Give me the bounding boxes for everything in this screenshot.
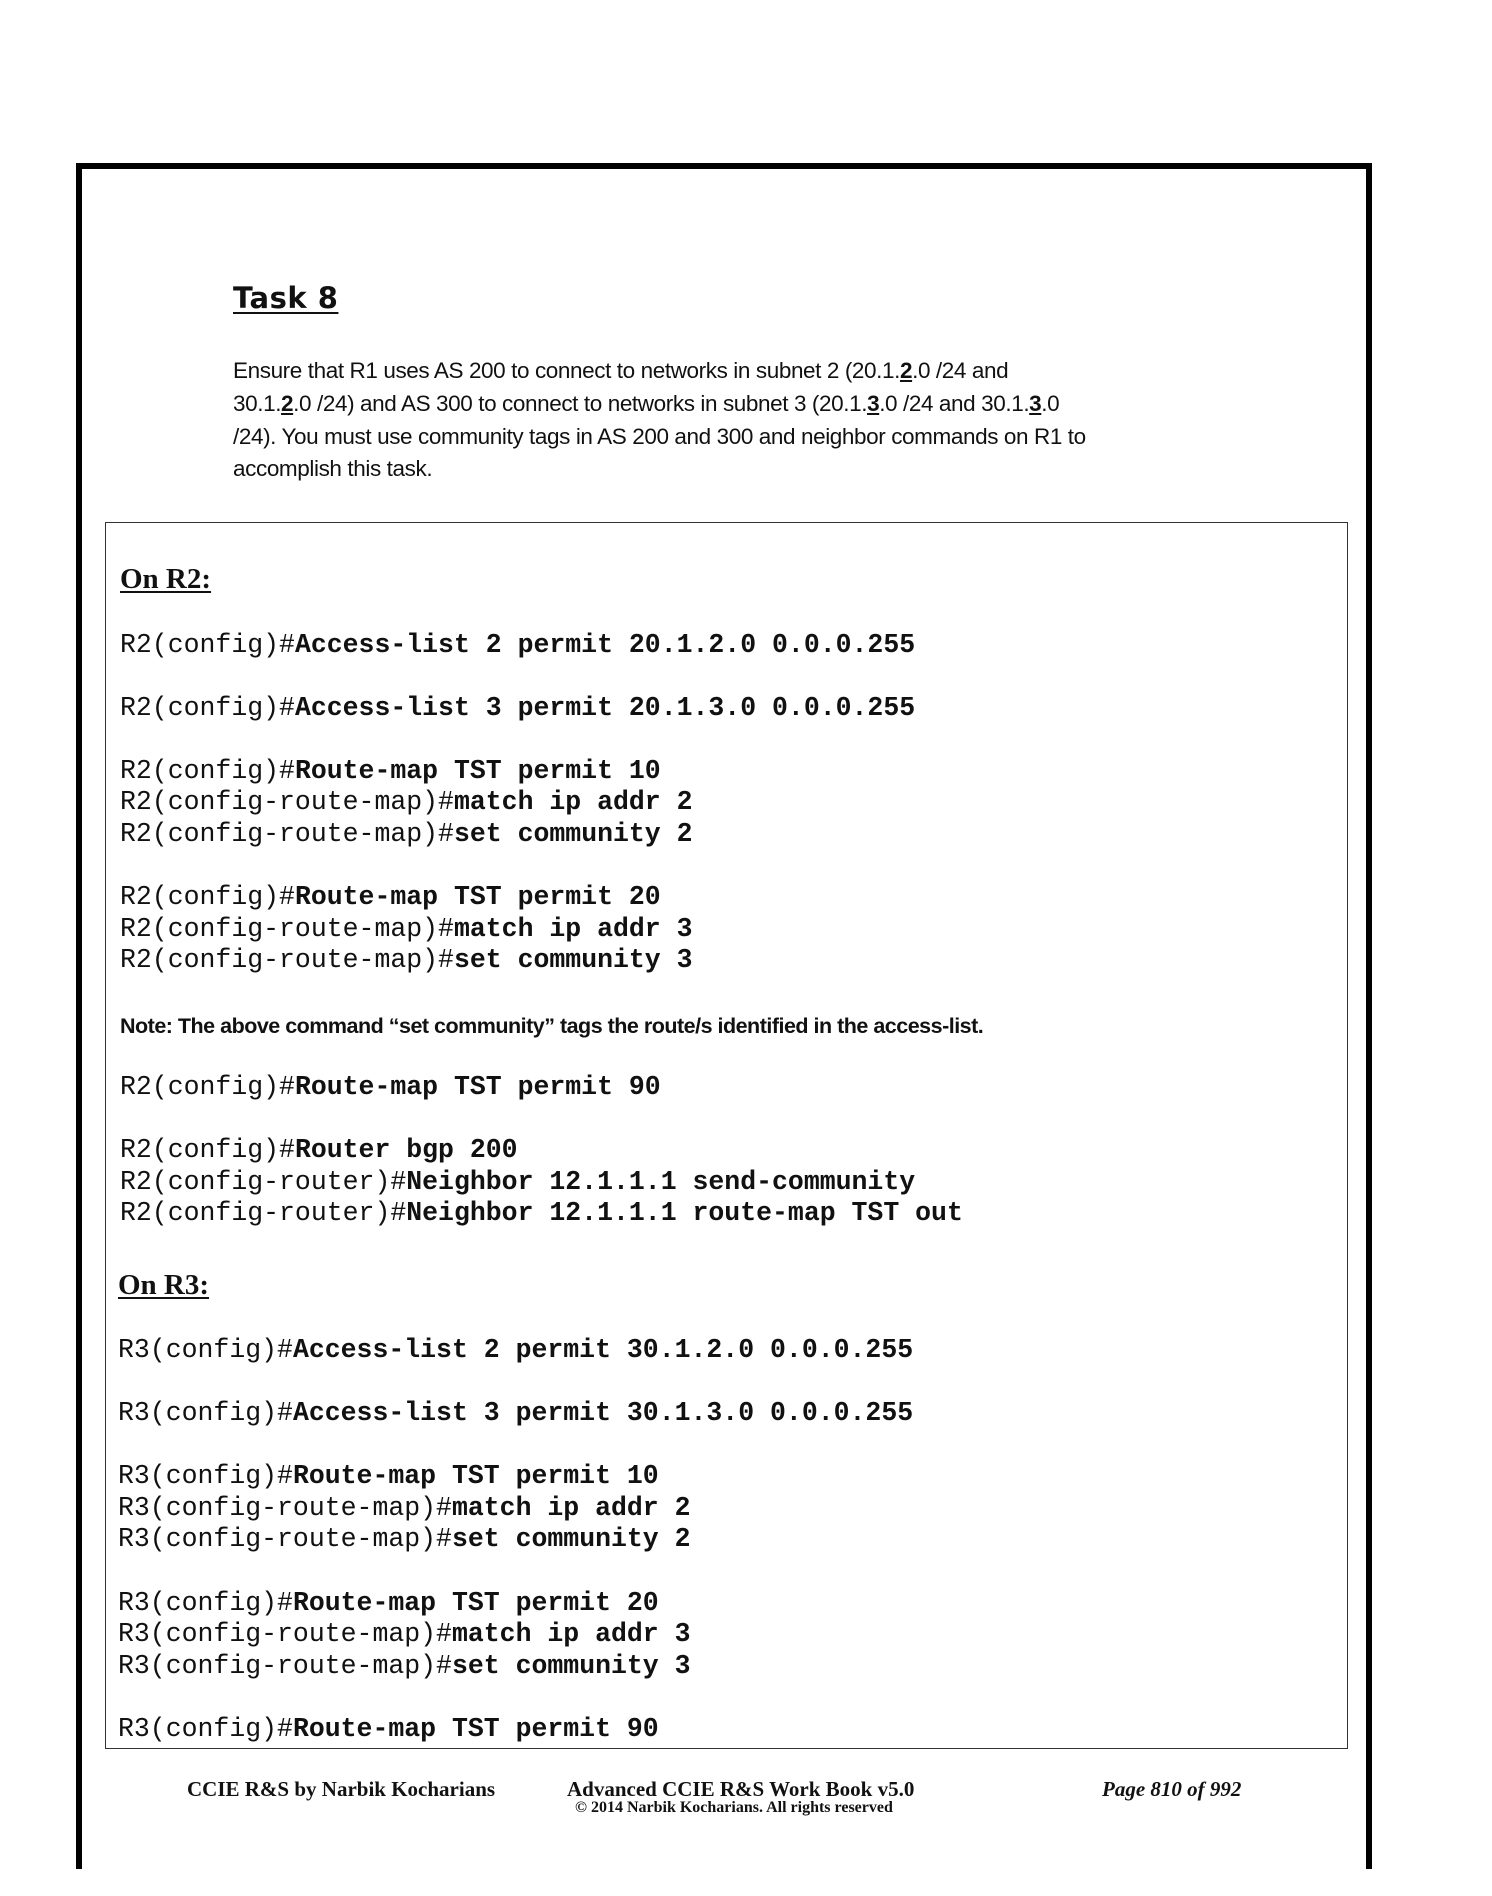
code-prompt: R2(config)# [120, 693, 295, 723]
code-prompt: R2(config)# [120, 1135, 295, 1165]
code-command: match ip addr 2 [451, 1493, 691, 1523]
code-line [120, 1169, 915, 1196]
code-prompt: R2(config-route-map)# [120, 945, 454, 975]
code-line [118, 1590, 659, 1617]
code-line [118, 1400, 913, 1427]
code-command: Route-map TST permit 20 [294, 882, 661, 912]
task-description-line [233, 393, 1059, 416]
task-title: Task 8 [233, 281, 339, 315]
code-command: match ip addr 3 [453, 914, 693, 944]
code-line [118, 1495, 691, 1522]
code-line [118, 1653, 691, 1680]
text-segment: Ensure that R1 uses AS 200 to connect to networks in subnet 2 (20.1. [233, 358, 900, 383]
code-prompt: R2(config-route-map)# [120, 914, 454, 944]
code-command: Neighbor 12.1.1.1 route-map TST out [406, 1198, 963, 1228]
code-line [120, 1137, 518, 1164]
text-segment: accomplish this task. [233, 456, 433, 481]
code-line [120, 1200, 963, 1227]
text-segment: .0 [1041, 391, 1060, 416]
code-prompt: R3(config-route-map)# [118, 1524, 452, 1554]
code-line [118, 1337, 913, 1364]
footer-author: CCIE R&S by Narbik Kocharians [187, 1777, 496, 1801]
code-line [120, 1074, 661, 1101]
code-command: Neighbor 12.1.1.1 send-community [406, 1167, 916, 1197]
footer-book-title: Advanced CCIE R&S Work Book v5.0 [567, 1777, 915, 1801]
code-command: match ip addr 3 [451, 1619, 691, 1649]
code-command: Router bgp 200 [294, 1135, 518, 1165]
code-command: Access-list 2 permit 30.1.2.0 0.0.0.255 [292, 1335, 914, 1365]
code-prompt: R2(config)# [120, 756, 295, 786]
code-prompt: R2(config)# [120, 882, 295, 912]
code-prompt: R3(config)# [118, 1398, 293, 1428]
code-command: Route-map TST permit 90 [294, 1072, 661, 1102]
code-prompt: R3(config)# [118, 1335, 293, 1365]
section-heading-r2: On R2: [120, 563, 212, 595]
emphasized-digit: 3 [1029, 391, 1042, 416]
code-command: Route-map TST permit 10 [292, 1461, 659, 1491]
text-segment: 30.1. [233, 391, 282, 416]
code-prompt: R2(config-router)# [120, 1198, 407, 1228]
code-line [120, 758, 661, 785]
code-prompt: R3(config-route-map)# [118, 1493, 452, 1523]
code-command: Route-map TST permit 20 [292, 1588, 659, 1618]
code-line [120, 947, 693, 974]
code-command: Route-map TST permit 10 [294, 756, 661, 786]
footer-page-number: Page 810 of 992 [1102, 1777, 1242, 1801]
code-line [120, 821, 693, 848]
code-line [120, 884, 661, 911]
code-command: set community 2 [453, 819, 693, 849]
code-line [120, 632, 915, 659]
code-prompt: R3(config-route-map)# [118, 1619, 452, 1649]
text-segment: .0 /24 and [912, 358, 1009, 383]
code-prompt: R2(config-route-map)# [120, 787, 454, 817]
code-prompt: R2(config-router)# [120, 1167, 407, 1197]
code-line [120, 695, 915, 722]
code-line [120, 789, 693, 816]
text-segment: /24). You must use community tags in AS 200 and 300 and neighbor commands on R1 to [233, 424, 1086, 449]
code-prompt: R2(config-route-map)# [120, 819, 454, 849]
emphasized-digit: 2 [281, 391, 294, 416]
code-command: Access-list 3 permit 30.1.3.0 0.0.0.255 [292, 1398, 914, 1428]
note-text: Note: The above command “set community” tags the route/s identified in the access-list. [120, 1014, 984, 1038]
code-prompt: R2(config)# [120, 630, 295, 660]
code-command: set community 2 [451, 1524, 691, 1554]
code-prompt: R2(config)# [120, 1072, 295, 1102]
code-line [118, 1463, 659, 1490]
code-line [118, 1716, 659, 1743]
task-description-line [233, 426, 1086, 449]
emphasized-digit: 3 [867, 391, 880, 416]
code-prompt: R3(config)# [118, 1461, 293, 1491]
code-command: match ip addr 2 [453, 787, 693, 817]
code-command: Route-map TST permit 90 [292, 1714, 659, 1744]
emphasized-digit: 2 [899, 358, 913, 383]
text-segment: .0 /24) and AS 300 to connect to networks in subnet 3 (20.1. [293, 391, 868, 416]
task-description-line [233, 458, 432, 481]
code-line [118, 1621, 691, 1648]
code-prompt: R3(config)# [118, 1588, 293, 1618]
code-command: set community 3 [451, 1651, 691, 1681]
code-line [120, 916, 693, 943]
code-command: set community 3 [453, 945, 693, 975]
code-command: Access-list 2 permit 20.1.2.0 0.0.0.255 [294, 630, 916, 660]
code-command: Access-list 3 permit 20.1.3.0 0.0.0.255 [294, 693, 916, 723]
code-prompt: R3(config-route-map)# [118, 1651, 452, 1681]
section-heading-r3: On R3: [118, 1269, 210, 1301]
footer-copyright: © 2014 Narbik Kocharians. All rights reserved [575, 1799, 893, 1816]
code-line [118, 1526, 691, 1553]
task-description-line [233, 360, 1008, 383]
text-segment: .0 /24 and 30.1. [879, 391, 1030, 416]
code-prompt: R3(config)# [118, 1714, 293, 1744]
